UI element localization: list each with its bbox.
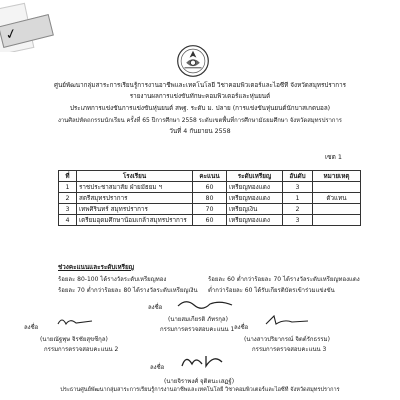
legend-silver: ร้อยละ 70 ต่ำกว่าร้อยละ 80 ได้รางวัลระดับเหรียญเงิน [58, 287, 198, 294]
sign-label: ลงชื่อ [234, 324, 249, 331]
header-line-date: วันที่ 4 กันยายน 2558 [169, 128, 231, 135]
row-rank: 1 [283, 193, 313, 204]
signatory-1-role: กรรมการตรวจสอบคะแนน 1 [160, 326, 235, 333]
row-score: 60 [193, 182, 227, 193]
header-line-center: ศูนย์พัฒนากลุ่มสาระการเรียนรู้การงานอาชีพและเทคโนโลยี วิชาคอมพิวเตอร์และไอซีที จังหวัดสมุทรปราการ [53, 82, 347, 89]
header-note: หมายเหตุ [313, 171, 361, 182]
legend-bronze: ร้อยละ 60 ต่ำกว่าร้อยละ 70 ได้รางวัลระดับเหรียญทองแดง [208, 276, 360, 283]
table-row [59, 182, 361, 193]
header-line-event: งานศิลปหัตถกรรมนักเรียน ครั้งที่ 65 ปีการศึกษา 2558 ระดับเขตพื้นที่การศึกษามัธยมศึกษา จังหวัดสมุทรปราการ [58, 118, 342, 124]
signature-4-mark [178, 352, 226, 370]
legend-participation: ต่ำกว่าร้อยละ 60 ได้รับเกียรติบัตรเข้าร่วมแข่งขัน [208, 287, 335, 294]
row-score: 60 [193, 215, 227, 226]
row-rank: 3 [283, 182, 313, 193]
header-score: คะแนน [193, 171, 227, 182]
row-medal: เหรียญทองแดง [227, 215, 283, 226]
row-score: 80 [193, 193, 227, 204]
row-score: 70 [193, 204, 227, 215]
sign-label: ลงชื่อ [148, 304, 163, 311]
header-medal: ระดับเหรียญ [227, 171, 283, 182]
sign-label: ลงชื่อ [150, 364, 165, 371]
row-rank: 2 [283, 204, 313, 215]
signatory-1-name: (นายสมเกียรติ ภัทรกุล) [168, 316, 228, 323]
row-medal: เหรียญเงิน [227, 204, 283, 215]
row-no: 1 [59, 182, 77, 193]
signatory-4-name: (นายจิราพงศ์ จุติตนะเสฏฐ์) [164, 378, 235, 385]
row-note: ตัวแทน [313, 193, 361, 204]
row-no: 3 [59, 204, 77, 215]
row-note [313, 182, 361, 193]
signatory-3-role: กรรมการตรวจสอบคะแนน 3 [252, 346, 327, 353]
header-line-report: รายงานผลการแข่งขันทักษะคอมพิวเตอร์และหุ่นยนต์ [129, 93, 271, 100]
signature-3-mark [262, 313, 312, 327]
school-emblem-icon [176, 44, 210, 78]
signature-2-mark [56, 314, 96, 328]
row-rank: 3 [283, 215, 313, 226]
signatory-2-role: กรรมการตรวจสอบคะแนน 2 [44, 346, 119, 353]
header-school: โรงเรียน [77, 171, 193, 182]
header-no: ที่ [59, 171, 77, 182]
row-school: ราชประชาสมาสัย ฝ่ายมัธยม ฯ [77, 182, 193, 193]
row-school: เตรียมอุดมศึกษาน้อมเกล้าสมุทรปราการ [77, 215, 193, 226]
signatory-3-name: (นางสาวปริยากรณ์ จิตต์รักธรรม) [244, 336, 330, 343]
row-medal: เหรียญทองแดง [227, 182, 283, 193]
header-line-category: ประเภทการแข่งขันการแข่งขันหุ่นยนต์ สพฐ. ระดับ ม. ปลาย (การแข่งขันหุ่นยนต์นักบาสเกตบอล) [69, 105, 331, 112]
signatory-2-name: (นายณัฐพุษ จิรชัยสุขชีกุล) [40, 336, 108, 343]
legend-gold: ร้อยละ 80-100 ได้รางวัลระดับเหรียญทอง [58, 276, 167, 283]
row-no: 2 [59, 193, 77, 204]
sign-label: ลงชื่อ [24, 324, 39, 331]
header-rank: อันดับ [283, 171, 313, 182]
score-range-title: ช่วงคะแนนและระดับเหรียญ [58, 264, 135, 271]
set-label: เซต 1 [324, 153, 342, 161]
table-row [59, 215, 361, 226]
row-note [313, 215, 361, 226]
table-header-row [59, 171, 361, 182]
row-no: 4 [59, 215, 77, 226]
row-note [313, 204, 361, 215]
signature-1-mark [176, 296, 236, 310]
row-medal: เหรียญทองแดง [227, 193, 283, 204]
signatory-4-role: ประธานศูนย์พัฒนากลุ่มสาระการเรียนรู้การงานอาชีพและเทคโนโลยี วิชาคอมพิวเตอร์และไอซีที จังหวัดสมุทรปราการ [60, 387, 340, 393]
row-school: เทพศิรินทร์ สมุทรปราการ [77, 204, 193, 215]
table-row [59, 204, 361, 215]
checkmark-stamp-icon: ✓ [0, 14, 54, 48]
row-school: สตรีสมุทรปราการ [77, 193, 193, 204]
table-row [59, 193, 361, 204]
results-table [58, 170, 361, 226]
